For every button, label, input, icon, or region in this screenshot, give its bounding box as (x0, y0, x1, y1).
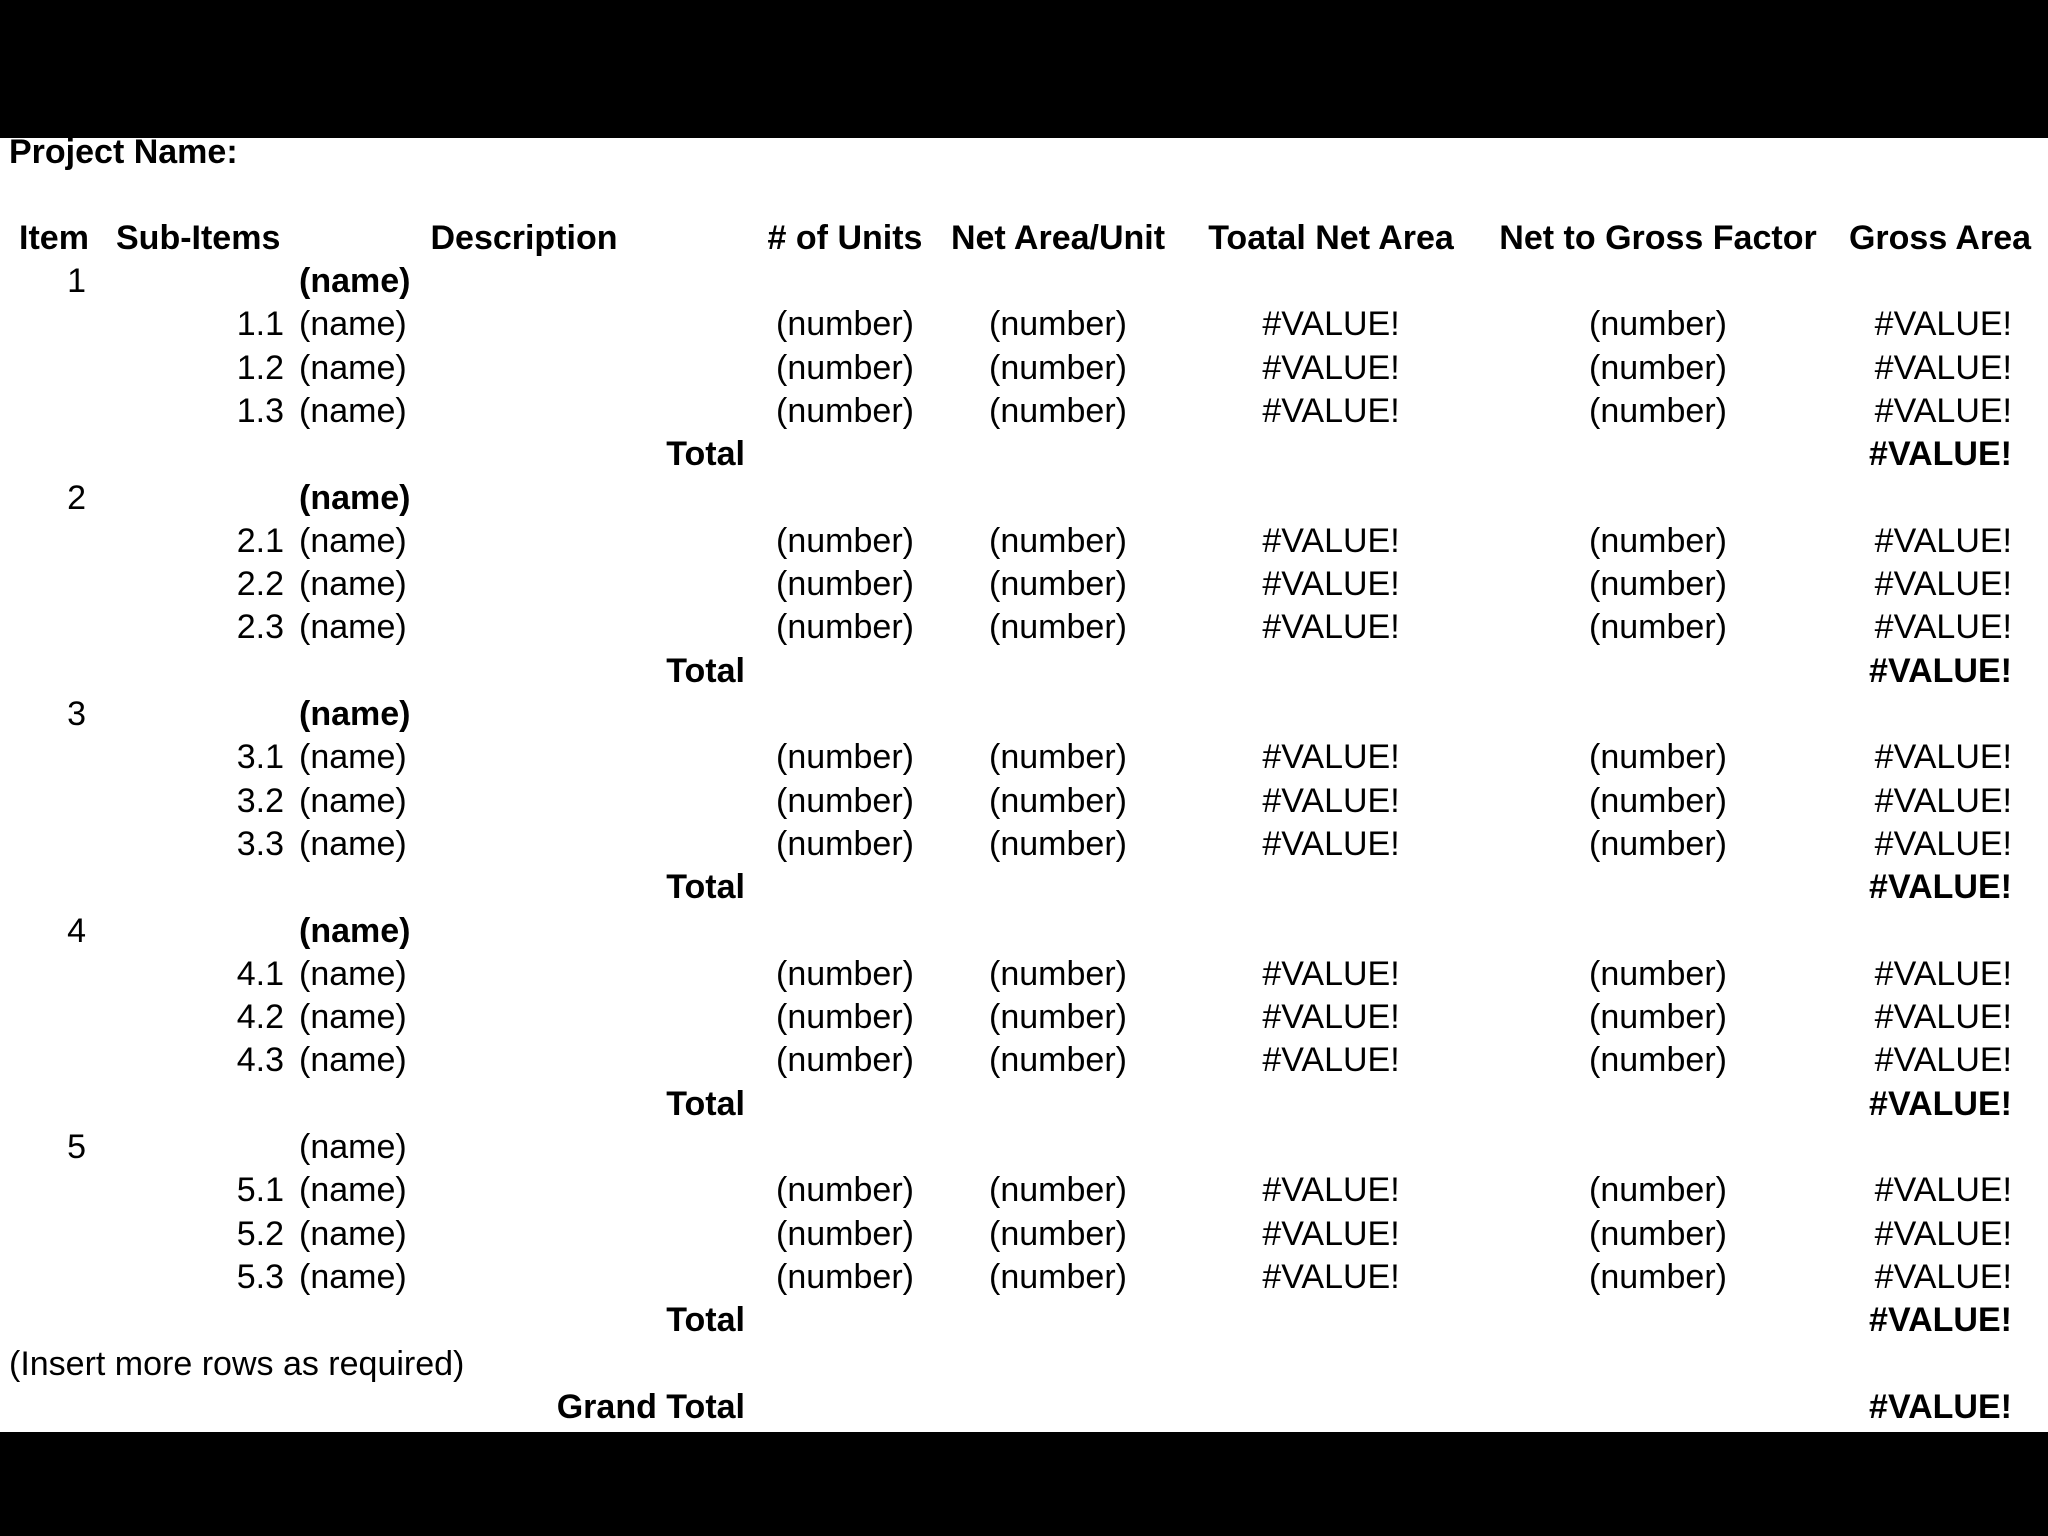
gross-area-cell: #VALUE! (1874, 565, 2012, 603)
header-description: Description (430, 219, 618, 257)
gross-area-cell: #VALUE! (1874, 349, 2012, 387)
gross-area-cell: #VALUE! (1874, 782, 2012, 820)
units-cell: (number) (776, 955, 914, 993)
item-number: 1 (67, 262, 86, 300)
group-total-value: #VALUE! (1869, 652, 2012, 690)
units-cell: (number) (776, 1171, 914, 1209)
total-net-area-cell: #VALUE! (1262, 349, 1400, 387)
gross-area-cell: #VALUE! (1874, 1215, 2012, 1253)
group-total-label: Total (666, 652, 745, 690)
net-area-unit-cell: (number) (989, 392, 1127, 430)
net-to-gross-cell: (number) (1589, 825, 1727, 863)
sub-item-name: (name) (299, 1041, 407, 1079)
sub-item-number: 1.2 (236, 349, 284, 387)
net-to-gross-cell: (number) (1589, 565, 1727, 603)
units-cell: (number) (776, 1258, 914, 1296)
net-to-gross-cell: (number) (1589, 1041, 1727, 1079)
total-net-area-cell: #VALUE! (1262, 1041, 1400, 1079)
net-area-unit-cell: (number) (989, 1041, 1127, 1079)
header-net-area-unit: Net Area/Unit (950, 219, 1166, 257)
total-net-area-cell: #VALUE! (1262, 1215, 1400, 1253)
gross-area-cell: #VALUE! (1874, 608, 2012, 646)
total-net-area-cell: #VALUE! (1262, 1258, 1400, 1296)
group-total-label: Total (666, 1301, 745, 1339)
group-total-value: #VALUE! (1869, 1301, 2012, 1339)
gross-area-cell: #VALUE! (1874, 1171, 2012, 1209)
units-cell: (number) (776, 565, 914, 603)
units-cell: (number) (776, 998, 914, 1036)
sub-item-name: (name) (299, 998, 407, 1036)
sub-item-number: 5.3 (236, 1258, 284, 1296)
header-units: # of Units (767, 219, 923, 257)
gross-area-cell: #VALUE! (1874, 392, 2012, 430)
sub-item-name: (name) (299, 782, 407, 820)
net-area-unit-cell: (number) (989, 1215, 1127, 1253)
sub-item-name: (name) (299, 305, 407, 343)
total-net-area-cell: #VALUE! (1262, 782, 1400, 820)
net-area-unit-cell: (number) (989, 955, 1127, 993)
grand-total-label: Grand Total (556, 1388, 745, 1426)
gross-area-cell: #VALUE! (1874, 522, 2012, 560)
net-area-unit-cell: (number) (989, 825, 1127, 863)
sub-item-name: (name) (299, 1215, 407, 1253)
net-area-unit-cell: (number) (989, 305, 1127, 343)
insert-more-rows-note: (Insert more rows as required) (9, 1345, 465, 1383)
sub-item-number: 4.1 (236, 955, 284, 993)
net-to-gross-cell: (number) (1589, 522, 1727, 560)
sub-item-number: 3.1 (236, 738, 284, 776)
net-to-gross-cell: (number) (1589, 305, 1727, 343)
net-area-unit-cell: (number) (989, 565, 1127, 603)
net-area-unit-cell: (number) (989, 522, 1127, 560)
gross-area-cell: #VALUE! (1874, 825, 2012, 863)
sub-item-number: 1.1 (236, 305, 284, 343)
item-number: 2 (67, 479, 86, 517)
net-to-gross-cell: (number) (1589, 1171, 1727, 1209)
sub-item-number: 3.2 (236, 782, 284, 820)
header-gross-area: Gross Area (1848, 219, 2032, 257)
units-cell: (number) (776, 608, 914, 646)
total-net-area-cell: #VALUE! (1262, 738, 1400, 776)
sub-item-number: 4.3 (236, 1041, 284, 1079)
total-net-area-cell: #VALUE! (1262, 565, 1400, 603)
item-name: (name) (299, 695, 411, 733)
total-net-area-cell: #VALUE! (1262, 305, 1400, 343)
sub-item-number: 2.3 (236, 608, 284, 646)
total-net-area-cell: #VALUE! (1262, 522, 1400, 560)
units-cell: (number) (776, 1041, 914, 1079)
net-to-gross-cell: (number) (1589, 1258, 1727, 1296)
total-net-area-cell: #VALUE! (1262, 825, 1400, 863)
sub-item-number: 4.2 (236, 998, 284, 1036)
net-to-gross-cell: (number) (1589, 392, 1727, 430)
sub-item-name: (name) (299, 738, 407, 776)
sub-item-number: 2.1 (236, 522, 284, 560)
sub-item-number: 3.3 (236, 825, 284, 863)
net-area-unit-cell: (number) (989, 1258, 1127, 1296)
net-area-unit-cell: (number) (989, 349, 1127, 387)
total-net-area-cell: #VALUE! (1262, 1171, 1400, 1209)
net-to-gross-cell: (number) (1589, 349, 1727, 387)
sub-item-number: 5.1 (236, 1171, 284, 1209)
grand-total-value: #VALUE! (1869, 1388, 2012, 1426)
net-to-gross-cell: (number) (1589, 608, 1727, 646)
item-number: 3 (67, 695, 86, 733)
sub-item-name: (name) (299, 955, 407, 993)
units-cell: (number) (776, 1215, 914, 1253)
header-total-net-area: Toatal Net Area (1208, 219, 1454, 257)
net-area-unit-cell: (number) (989, 782, 1127, 820)
net-area-unit-cell: (number) (989, 1171, 1127, 1209)
total-net-area-cell: #VALUE! (1262, 955, 1400, 993)
group-total-value: #VALUE! (1869, 868, 2012, 906)
net-to-gross-cell: (number) (1589, 782, 1727, 820)
total-net-area-cell: #VALUE! (1262, 998, 1400, 1036)
gross-area-cell: #VALUE! (1874, 738, 2012, 776)
units-cell: (number) (776, 782, 914, 820)
net-area-unit-cell: (number) (989, 608, 1127, 646)
header-item: Item (19, 219, 89, 257)
gross-area-cell: #VALUE! (1874, 1258, 2012, 1296)
net-area-unit-cell: (number) (989, 738, 1127, 776)
sub-item-name: (name) (299, 608, 407, 646)
item-number: 5 (67, 1128, 86, 1166)
sub-item-number: 1.3 (236, 392, 284, 430)
sub-item-name: (name) (299, 1171, 407, 1209)
units-cell: (number) (776, 305, 914, 343)
sub-item-name: (name) (299, 522, 407, 560)
header-net-to-gross: Net to Gross Factor (1499, 219, 1817, 257)
net-to-gross-cell: (number) (1589, 738, 1727, 776)
sub-item-number: 5.2 (236, 1215, 284, 1253)
project-name-label: Project Name: (9, 133, 238, 171)
sub-item-name: (name) (299, 825, 407, 863)
group-total-value: #VALUE! (1869, 1085, 2012, 1123)
sub-item-number: 2.2 (236, 565, 284, 603)
group-total-label: Total (666, 868, 745, 906)
gross-area-cell: #VALUE! (1874, 998, 2012, 1036)
units-cell: (number) (776, 349, 914, 387)
group-total-value: #VALUE! (1869, 435, 2012, 473)
group-total-label: Total (666, 435, 745, 473)
spreadsheet-page (0, 133, 2048, 1432)
net-to-gross-cell: (number) (1589, 1215, 1727, 1253)
header-sub-items: Sub-Items (116, 219, 281, 257)
group-total-label: Total (666, 1085, 745, 1123)
top-letterbox (0, 0, 2048, 138)
item-name: (name) (299, 479, 411, 517)
net-to-gross-cell: (number) (1589, 998, 1727, 1036)
gross-area-cell: #VALUE! (1874, 305, 2012, 343)
gross-area-cell: #VALUE! (1874, 1041, 2012, 1079)
sub-item-name: (name) (299, 349, 407, 387)
item-name: (name) (299, 1128, 407, 1166)
sub-item-name: (name) (299, 392, 407, 430)
net-to-gross-cell: (number) (1589, 955, 1727, 993)
units-cell: (number) (776, 522, 914, 560)
item-name: (name) (299, 912, 411, 950)
net-area-unit-cell: (number) (989, 998, 1127, 1036)
bottom-letterbox (0, 1432, 2048, 1536)
sub-item-name: (name) (299, 1258, 407, 1296)
total-net-area-cell: #VALUE! (1262, 392, 1400, 430)
units-cell: (number) (776, 825, 914, 863)
item-name: (name) (299, 262, 411, 300)
total-net-area-cell: #VALUE! (1262, 608, 1400, 646)
units-cell: (number) (776, 738, 914, 776)
gross-area-cell: #VALUE! (1874, 955, 2012, 993)
units-cell: (number) (776, 392, 914, 430)
sub-item-name: (name) (299, 565, 407, 603)
item-number: 4 (67, 912, 86, 950)
